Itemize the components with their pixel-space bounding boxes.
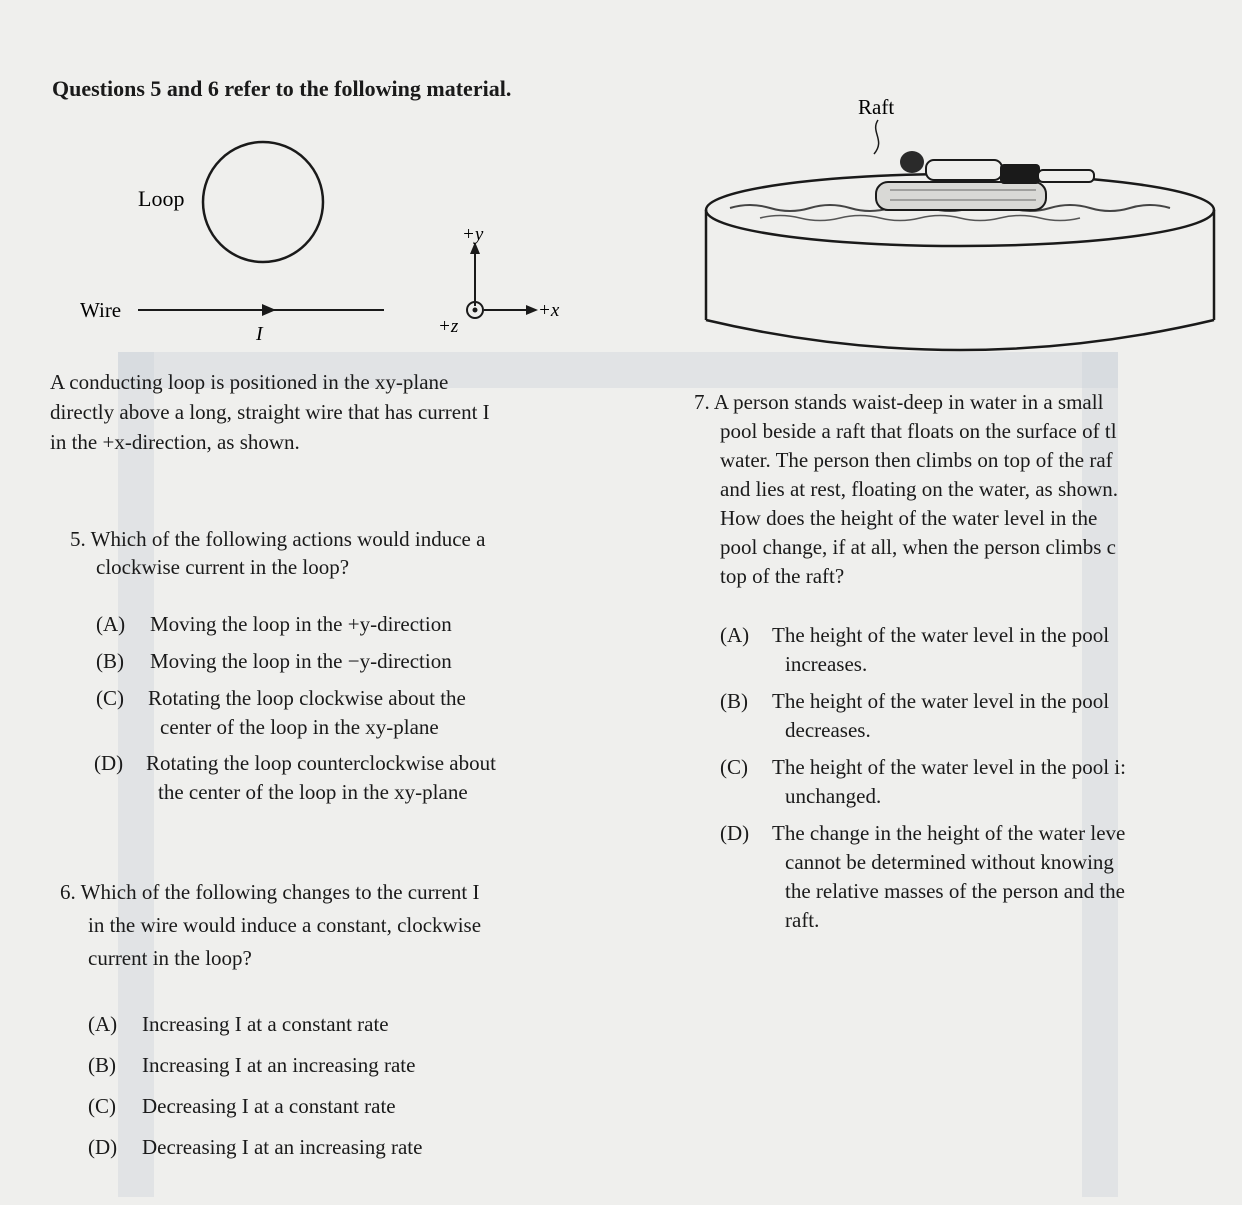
q7-option-a-text: The height of the water level in the pool	[772, 623, 1110, 647]
q5-option-d-text: Rotating the loop counterclockwise about	[146, 751, 496, 775]
q7-stem: How does the height of the water level in the	[720, 506, 1098, 530]
z-axis-label: +z	[438, 316, 459, 337]
description-line: A conducting loop is positioned in the xy-plane	[50, 370, 449, 394]
q7-option-c-text: unchanged.	[785, 784, 882, 808]
q6-stem: in the wire would induce a constant, clockwise	[88, 913, 482, 937]
pool-raft-figure	[700, 90, 1240, 370]
q6-option-c-letter: (C)	[88, 1094, 116, 1118]
person-torso-icon	[926, 160, 1002, 180]
q5-option-a-letter: (A)	[96, 612, 126, 636]
q6-option-d-letter: (D)	[88, 1135, 118, 1159]
q7-stem: pool change, if at all, when the person climbs c	[720, 535, 1116, 559]
q7-option-d-text: raft.	[785, 908, 820, 932]
q6-option-c-text: Decreasing I at a constant rate	[142, 1094, 396, 1118]
q7-option-d-letter: (D)	[720, 821, 750, 845]
q5-option-d-text: the center of the loop in the xy-plane	[158, 780, 468, 804]
person-legs-icon	[1038, 170, 1094, 182]
intro-heading: Questions 5 and 6 refer to the following material.	[52, 76, 512, 101]
wire-label: Wire	[80, 298, 122, 322]
q7-option-b-text: The height of the water level in the pool	[772, 689, 1110, 713]
q5-option-c-letter: (C)	[96, 686, 124, 710]
description-line: in the +x-direction, as shown.	[50, 430, 300, 454]
q5-option-d-letter: (D)	[94, 751, 124, 775]
q6-option-b-text: Increasing I at an increasing rate	[142, 1053, 416, 1077]
current-label: I	[256, 323, 263, 345]
raft-label: Raft	[858, 95, 895, 119]
q7-option-d-text: The change in the height of the water leve	[772, 821, 1126, 845]
y-axis-label: +y	[462, 224, 484, 245]
q6-stem: 6. Which of the following changes to the current I	[60, 880, 480, 904]
x-axis-label: +x	[538, 300, 560, 321]
q5-option-b-letter: (B)	[96, 649, 124, 673]
person-shorts-icon	[1000, 164, 1040, 184]
q5-option-c-text: Rotating the loop clockwise about the	[148, 686, 466, 710]
q5-option-c-text: center of the loop in the xy-plane	[160, 715, 439, 739]
q7-stem: and lies at rest, floating on the water, as shown.	[720, 477, 1119, 501]
q7-option-b-text: decreases.	[785, 718, 871, 742]
loop-label: Loop	[138, 186, 185, 211]
x-axis-arrow-icon	[526, 305, 538, 315]
q6-stem: current in the loop?	[88, 946, 252, 970]
q7-option-d-text: cannot be determined without knowing	[785, 850, 1114, 874]
q6-option-a-letter: (A)	[88, 1012, 118, 1036]
q7-stem: top of the raft?	[720, 564, 845, 588]
q5-option-a-text: Moving the loop in the +y-direction	[150, 612, 452, 636]
q7-option-a-text: increases.	[785, 652, 868, 676]
q6-option-a-text: Increasing I at a constant rate	[142, 1012, 389, 1036]
loop-wire-figure	[0, 120, 620, 360]
q7-option-b-letter: (B)	[720, 689, 748, 713]
raft	[876, 182, 1046, 210]
current-arrow-icon	[262, 304, 276, 316]
description-line: directly above a long, straight wire that has current I	[50, 400, 490, 424]
q5-stem: 5. Which of the following actions would induce a	[70, 527, 486, 551]
q6-option-b-letter: (B)	[88, 1053, 116, 1077]
raft-pointer-line	[874, 120, 879, 154]
person-head-icon	[900, 151, 924, 173]
q7-option-a-letter: (A)	[720, 623, 750, 647]
q7-option-c-letter: (C)	[720, 755, 748, 779]
q7-option-c-text: The height of the water level in the pool i:	[772, 755, 1126, 779]
q5-option-b-text: Moving the loop in the −y-direction	[150, 649, 452, 673]
q6-option-d-text: Decreasing I at an increasing rate	[142, 1135, 423, 1159]
loop-circle	[203, 142, 323, 262]
q7-stem: 7. A person stands waist-deep in water in a small	[694, 390, 1104, 414]
pool-bottom	[706, 320, 1214, 350]
q7-stem: pool beside a raft that floats on the surface of tl	[720, 419, 1117, 443]
q7-stem: water. The person then climbs on top of the raf	[720, 448, 1113, 472]
q7-option-d-text: the relative masses of the person and the	[785, 879, 1125, 903]
q5-stem: clockwise current in the loop?	[96, 555, 350, 579]
